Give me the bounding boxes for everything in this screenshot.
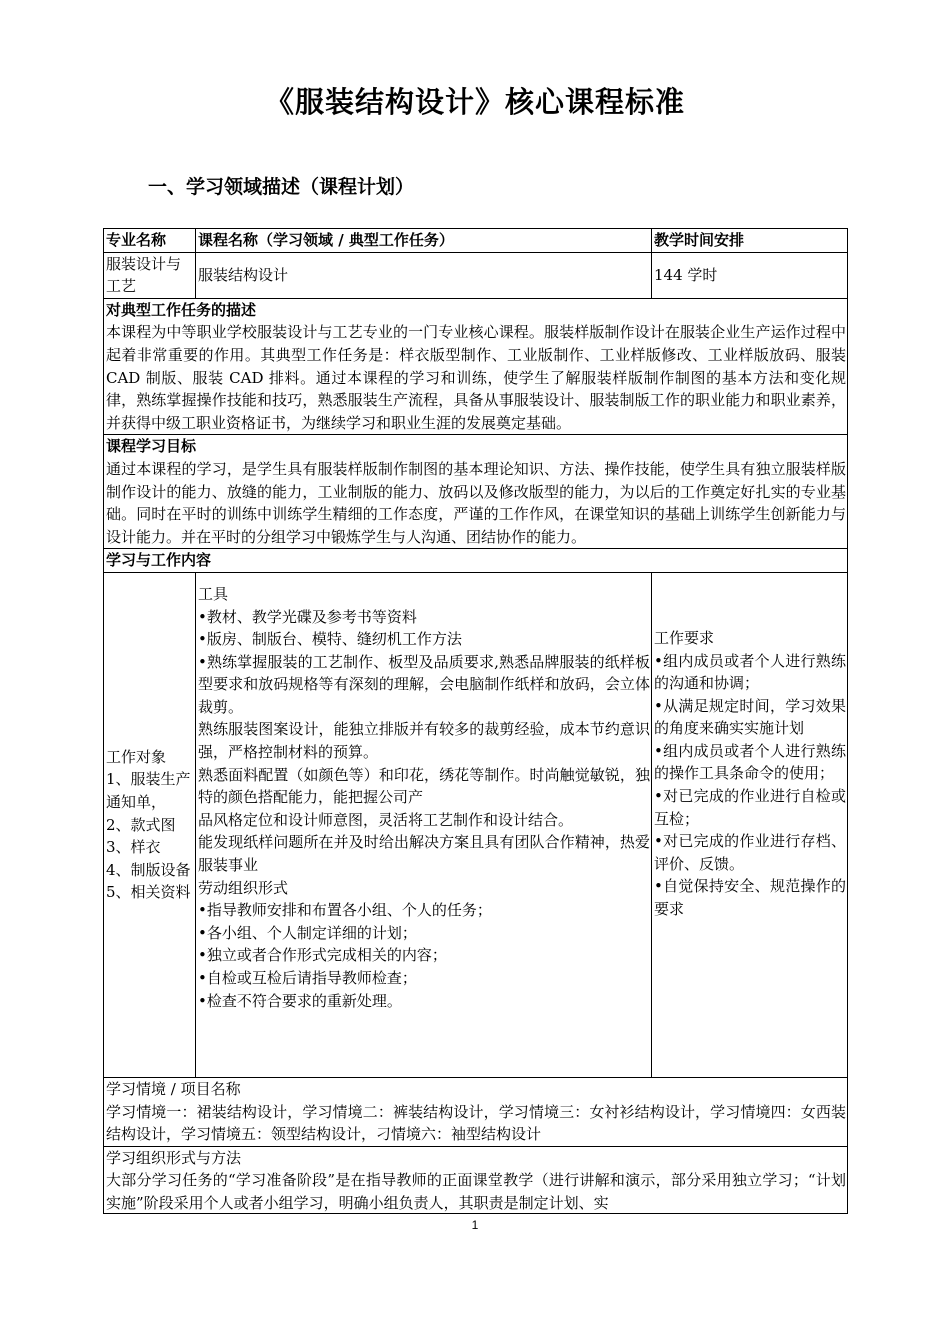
header-course: 课程名称（学习领域 / 典型工作任务） bbox=[196, 229, 652, 253]
requirement-line: 工作要求 bbox=[654, 628, 715, 647]
work-object-line: 5、相关资料 bbox=[106, 883, 191, 902]
work-object-line: 2、款式图 bbox=[106, 815, 176, 834]
header-time: 教学时间安排 bbox=[652, 229, 848, 253]
work-object-line: 1、服装生产通知单， bbox=[106, 770, 191, 812]
methods-label: 学习组织形式与方法 bbox=[106, 1148, 242, 1167]
tools-line: •指导教师安排和布置各小组、个人的任务； bbox=[198, 901, 492, 920]
tools-line: •各小组、个人制定详细的计划； bbox=[198, 923, 417, 942]
tools-line: 工具 bbox=[198, 584, 229, 603]
work-object-line: 4、制版设备 bbox=[106, 860, 191, 879]
tools-line: 熟悉面料配置（如颜色等）和印花，绣花等制作。时尚触觉敏锐，独特的颜色搭配能力，能把握公司产 bbox=[198, 765, 650, 807]
task-description-row bbox=[104, 298, 848, 435]
tools-line: •教材、教学光碟及参考书等资料 bbox=[198, 607, 417, 626]
learning-goals-row bbox=[104, 435, 848, 549]
course-hours: 144 学时 bbox=[652, 252, 848, 298]
document-title: 《服装结构设计》核心课程标准 bbox=[264, 85, 685, 119]
situations-text: 学习情境一：裙装结构设计，学习情境二：裤装结构设计，学习情境三：女衬衫结构设计，学习情境四：女西装结构设计，学习情境五：领型结构设计，刁情境六：袖型结构设计 bbox=[106, 1102, 846, 1144]
methods-text: 大部分学习任务的“学习准备阶段”是在指导教师的正面课堂教学（进行讲解和演示，部分采用独立学习；“计划实施”阶段采用个人或者小组学习，明确小组负责人，其职责是制定计划、实 bbox=[106, 1171, 846, 1212]
tools-line: 熟练服装图案设计，能独立排版并有较多的裁剪经验，成本节约意识强，严格控制材料的预算。 bbox=[198, 720, 650, 762]
tools-line: 能发现纸样问题所在并及时给出解决方案且具有团队合作精神，热爱服装事业 bbox=[198, 833, 650, 875]
section-heading: 一、学习领域描述（课程计划） bbox=[148, 176, 415, 198]
learning-goals-text: 通过本课程的学习，是学生具有服装样版制作制图的基本理论知识、方法、操作技能，使学生具有独立服装样版制作设计的能力、放缝的能力，工业制版的能力、放码以及修改版型的能力，为以后的工作奠定好扎实的专业基础。同时在平时的训练中训练学生精细的工作态度，严谨的工作作风，在课堂知识的基础上训练学生创新能力与设计能力。并在平时的分组学习中锻炼学生与人沟通、团结协作的能力。 bbox=[106, 459, 846, 546]
tools-line: •独立或者合作形式完成相关的内容； bbox=[198, 946, 447, 965]
work-object-line: 工作对象 bbox=[106, 747, 167, 766]
requirement-line: •对已完成的作业进行自检或互检； bbox=[654, 787, 846, 828]
content-detail-row bbox=[104, 572, 848, 1077]
methods-row bbox=[104, 1146, 848, 1213]
requirement-line: •自觉保持安全、规范操作的要求 bbox=[654, 877, 846, 919]
page-number: 1 bbox=[471, 1218, 479, 1232]
content-label: 学习与工作内容 bbox=[104, 549, 848, 573]
course-plan-table bbox=[103, 228, 848, 1214]
content-label-row bbox=[104, 549, 848, 573]
header-major: 专业名称 bbox=[104, 229, 196, 253]
course-name: 服装结构设计 bbox=[196, 252, 652, 298]
tools-line: •熟练掌握服装的工艺制作、板型及品质要求,熟悉品牌服装的纸样板型要求和放码规格等有深刻的理解，会电脑制作纸样和放码，会立体裁剪。 bbox=[198, 652, 650, 716]
course-info-row bbox=[104, 252, 848, 298]
task-description-label: 对典型工作任务的描述 bbox=[106, 300, 257, 319]
tools-line: •版房、制版台、模特、缝纫机工作方法 bbox=[198, 630, 462, 649]
table-header-row bbox=[104, 229, 848, 253]
tools-line: •自检或互检后请指导教师检查； bbox=[198, 969, 417, 987]
major-name: 服装设计与工艺 bbox=[104, 252, 196, 298]
work-requirements-cell bbox=[652, 572, 848, 1077]
situations-label: 学习情境 / 项目名称 bbox=[106, 1079, 241, 1098]
requirement-line: •对已完成的作业进行存档、评价、反馈。 bbox=[654, 832, 846, 873]
tools-methods-cell bbox=[196, 572, 652, 1077]
requirement-line: •从满足规定时间，学习效果的角度来确实实施计划 bbox=[654, 696, 846, 738]
requirement-line: •组内成员或者个人进行熟练的操作工具条命令的使用； bbox=[654, 741, 846, 783]
situations-row bbox=[104, 1077, 848, 1146]
requirement-line: •组内成员或者个人进行熟练的沟通和协调； bbox=[654, 651, 846, 693]
tools-line: 劳动组织形式 bbox=[198, 878, 289, 897]
learning-goals-label: 课程学习目标 bbox=[106, 437, 197, 456]
work-objects-cell bbox=[104, 572, 196, 1077]
tools-line: •检查不符合要求的重新处理。 bbox=[198, 991, 402, 1010]
tools-line: 品风格定位和设计师意图，灵活将工艺制作和设计结合。 bbox=[198, 810, 574, 829]
task-description-text: 本课程为中等职业学校服装设计与工艺专业的一门专业核心课程。服装样版制作设计在服装企业生产运作过程中起着非常重要的作用。其典型工作任务是：样衣版型制作、工业版制作、工业样版修改、工业样版放码、服装 CAD 制版、服装 CAD 排料。通过本课程的学习和训练，使学生了解服装样版制作制图的基本方法和变化规律，熟练掌握操作技能和技巧，熟悉服装生产流程，具备从事服装设计、服装制版工作的职业能力和职业素养，并获得中级工职业资格证书，为继续学习和职业生涯的发展奠定基础。 bbox=[106, 323, 846, 432]
work-object-line: 3、样衣 bbox=[106, 838, 161, 857]
